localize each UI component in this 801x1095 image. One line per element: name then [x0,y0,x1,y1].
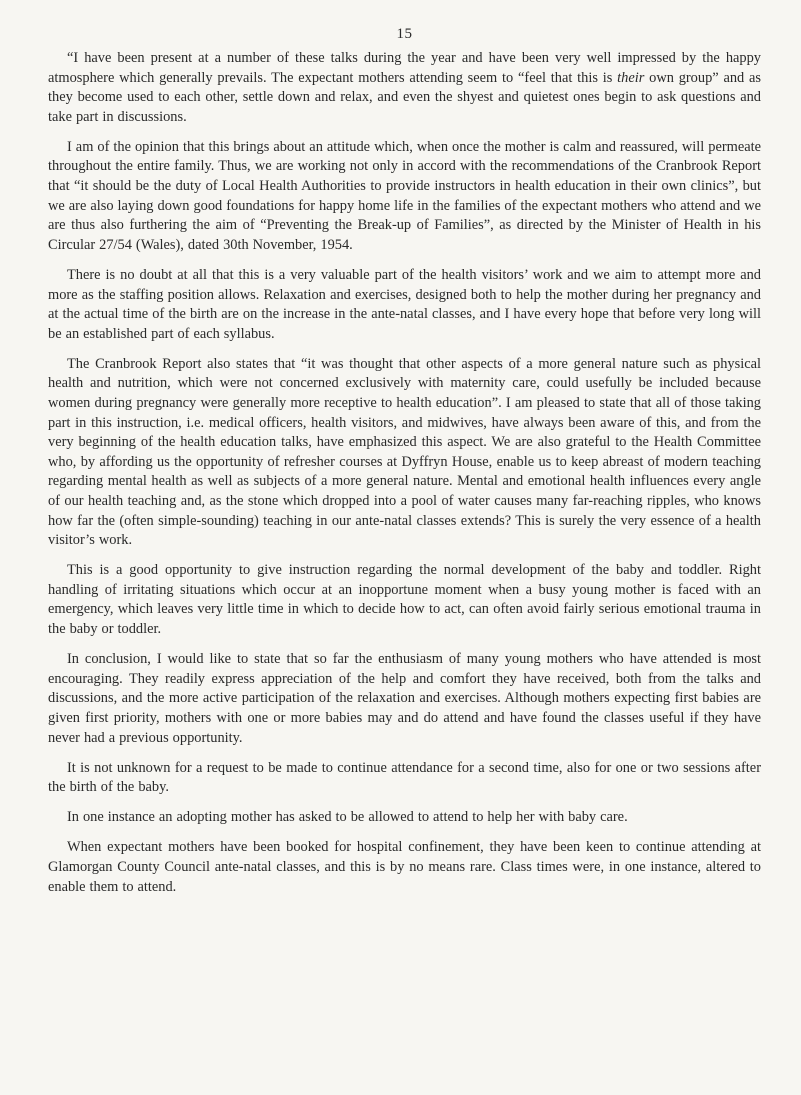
paragraph-9: When expectant mothers have been booked for hospital confinement, they have been keen to continue attending at Glamorgan County Council ante-natal classes, and this is by no means rare. Class times were, in one instance, altered to enable them to attend. [48,839,761,895]
paragraph-8: In one instance an adopting mother has asked to be allowed to attend to help her with baby care. [67,809,628,826]
paragraph-2: I am of the opinion that this brings about an attitude which, when once the mother is calm and reassured, will permeate throughout the entire family. Thus, we are working not only in accord with the recommendations of the Cranbrook Report that “it should be the duty of Local Health Authorities to provide instructors in health education in their own clinics”, but we are also laying down good foundations for happy home life in the families of the expectant mothers who attend and we are thus also furthering the aim of “Preventing the Break-up of Families”, as directed by the Minister of Health in his Circular 27/54 (Wales), dated 30th November, 1954. [48,138,761,253]
paragraph-4: The Cranbrook Report also states that “it was thought that other aspects of a more general nature such as physical health and nutrition, which were not concerned exclusively with maternity care, could usefully be included because women during pregnancy were generally more receptive to health education”. I am pleased to state that all of those taking part in this instruction, i.e. medical officers, health visitors, and midwives, have always been aware of this, and from the very beginning of the health education talks, have emphasized this aspect. We are also grateful to the Health Committee who, by affording us the opportunity of refresher courses at Dyffryn House, enable us to keep abreast of modern teaching regarding mental health as well as subjects of a more general nature. Mental and emotional health influences every angle of our health teaching and, as the stone which dropped into a pool of water causes many far-reaching ripples, who knows how far the (often simple-sounding) teaching in our ante-natal classes extends? This is surely the very essence of a health visitor’s work. [48,355,761,549]
paragraph-7: It is not unknown for a request to be made to continue attendance for a second time, also for one or two sessions after the birth of the baby. [48,759,761,796]
page-number: 15 [396,26,413,42]
paragraph-1-text-start: “I have been present at a number of these talks during the year and have been very well impressed by the happy atmosphere which generally prevails. The expectant mothers attending seem to “feel that this is [48,50,761,86]
paragraph-3: There is no doubt at all that this is a very valuable part of the health visitors’ work and we aim to attempt more and more as the staffing position allows. Relaxation and exercises, designed both to help the mother during her pregnancy and at the actual time of the birth are on the increase in the ante-natal classes, and I have every hope that before very long will be an established part of each syllabus. [48,266,761,342]
paragraph-1-text-end: own group” and as they become used to each other, settle down and relax, and even the shyest and quietest ones begin to ask questions and take part in discussions. [48,69,762,125]
paragraph-5: This is a good opportunity to give instruction regarding the normal development of the baby and toddler. Right handling of irritating situations which occur at an inopportune moment when a busy young mother is faced with an emergency, which leaves very little time in which to decide how to act, can often avoid fairly serious emotional trauma in the baby or toddler. [48,562,761,638]
paragraph-1 [48,49,761,127]
paragraph-6: In conclusion, I would like to state that so far the enthusiasm of many young mothers who have attended is most encouraging. They readily express appreciation of the help and comfort they have received, both from the talks and discussions, and the more active participation of the relaxation and exercises. Although mothers expecting first babies are given first priority, mothers with one or more babies may and do attend and have found the classes useful if they have never had a previous opportunity. [48,651,761,746]
paragraph-1-italic-word: their [617,69,645,86]
